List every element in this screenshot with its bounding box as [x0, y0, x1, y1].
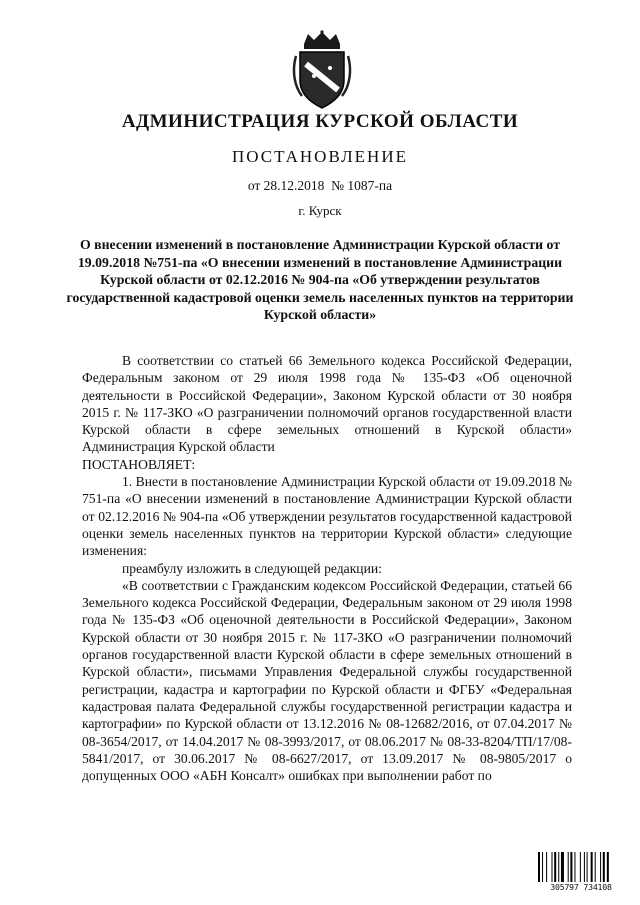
preamble-instruction: преамбулу изложить в следующей редакции: [122, 560, 382, 576]
coat-of-arms-emblem [292, 30, 352, 110]
document-body [82, 352, 572, 784]
crown-icon [304, 30, 340, 49]
clause-1-paragraph: 1. Внести в постановление Администрации Курской области от 19.09.2018 № 751-па «О внесении изменений в постановление Администрации Курской области от 02.12.2016 № 904-па «Об утверждении результатов государственной кадастровой оценки земель населенных пунктов на территории Курской области» следующие изменения: [82, 474, 572, 559]
agency-name: АДМИНИСТРАЦИЯ КУРСКОЙ ОБЛАСТИ [121, 111, 519, 132]
document-type: ПОСТАНОВЛЕНИЕ [231, 147, 408, 166]
preamble-paragraph: В соответствии со статьей 66 Земельного кодекса Российской Федерации, Федеральным законом от 29 июля 1998 года № 135-ФЗ «Об оценочной деятельности в Российской Федерации», Законом Курской области от 30 ноября 2015 г. № 117-ЗКО «О разграничении полномочий органов государственной власти Курской области в сфере земельных отношений в Курской области» Администрация Курской области [82, 353, 572, 455]
barcode-number: 305797 734108 [550, 882, 612, 892]
city: г. Курск [298, 203, 342, 218]
new-preamble-paragraph: «В соответствии с Гражданским кодексом Российской Федерации, статьей 66 Земельного кодекса Российской Федерации, Федеральным законом от 29 июля 1998 года № 135-ФЗ «Об оценочной деятельности в Российской Федерации», Законом Курской области от 30 ноября 2015 г. № 117-ЗКО «О разграничении полномочий органов государственной власти Курской области в сфере земельных отношений в Курской области», письмами Управления Федеральной службы государственной регистрации, кадастра и картографии по Курской области и ФГБУ «Федеральная кадастровая палата Федеральной службы государственной регистрации кадастра и картографии» по Курской области от 13.12.2016 № 08-12682/2016, от 07.04.2017 № 08-3654/2017, от 14.04.2017 № 08-3993/2017, от 08.06.2017 № 08-33-8204/ТП/17/08-5841/2017, от 30.06.2017 № 08-6627/2017, от 13.09.2017 № 08-9805/2017 о допущенных ООО «АБН Консалт» ошибках при выполнении работ по [82, 577, 572, 784]
barcode [537, 852, 625, 892]
decree-word: ПОСТАНОВЛЯЕТ: [82, 456, 196, 472]
document-title: О внесении изменений в постановление Администрации Курской области от 19.09.2018 №751-па «О внесении изменений в постановление Администрации Курской области от 02.12.2016 № 904-па «Об утверждении результатов государственной кадастровой оценки земель населенных пунктов на территории Курской области» [66, 237, 574, 322]
date-number: от 28.12.2018 № 1087-па [247, 178, 393, 193]
barcode-icon [537, 852, 625, 882]
